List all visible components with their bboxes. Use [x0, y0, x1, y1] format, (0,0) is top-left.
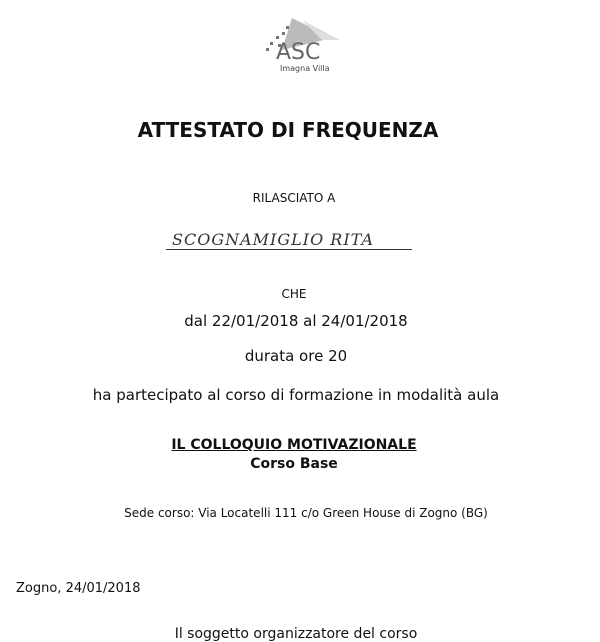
che-label: CHE [281, 287, 307, 301]
document-title: ATTESTATO DI FREQUENZA [137, 118, 439, 142]
organizer-label: Il soggetto organizzatore del corso [174, 626, 418, 642]
course-venue: Sede corso: Via Locatelli 111 c/o Green House di Zogno (BG) [124, 506, 488, 520]
course-title: IL COLLOQUIO MOTIVAZIONALE [171, 437, 417, 453]
place-and-date: Zogno, 24/01/2018 [16, 581, 141, 596]
course-level: Corso Base [250, 456, 338, 472]
course-dates: dal 22/01/2018 al 24/01/2018 [184, 312, 408, 330]
name-underline [166, 249, 412, 250]
recipient-name-handwritten: SCOGNAMIGLIO RITA [172, 230, 375, 249]
participation-statement: ha partecipato al corso di formazione in modalità aula [92, 386, 500, 404]
course-duration: durata ore 20 [244, 347, 348, 365]
logo-subtitle: Imagna Villa [280, 64, 330, 73]
logo-text: ASC [276, 40, 321, 65]
issued-to-label: RILASCIATO A [252, 191, 336, 205]
